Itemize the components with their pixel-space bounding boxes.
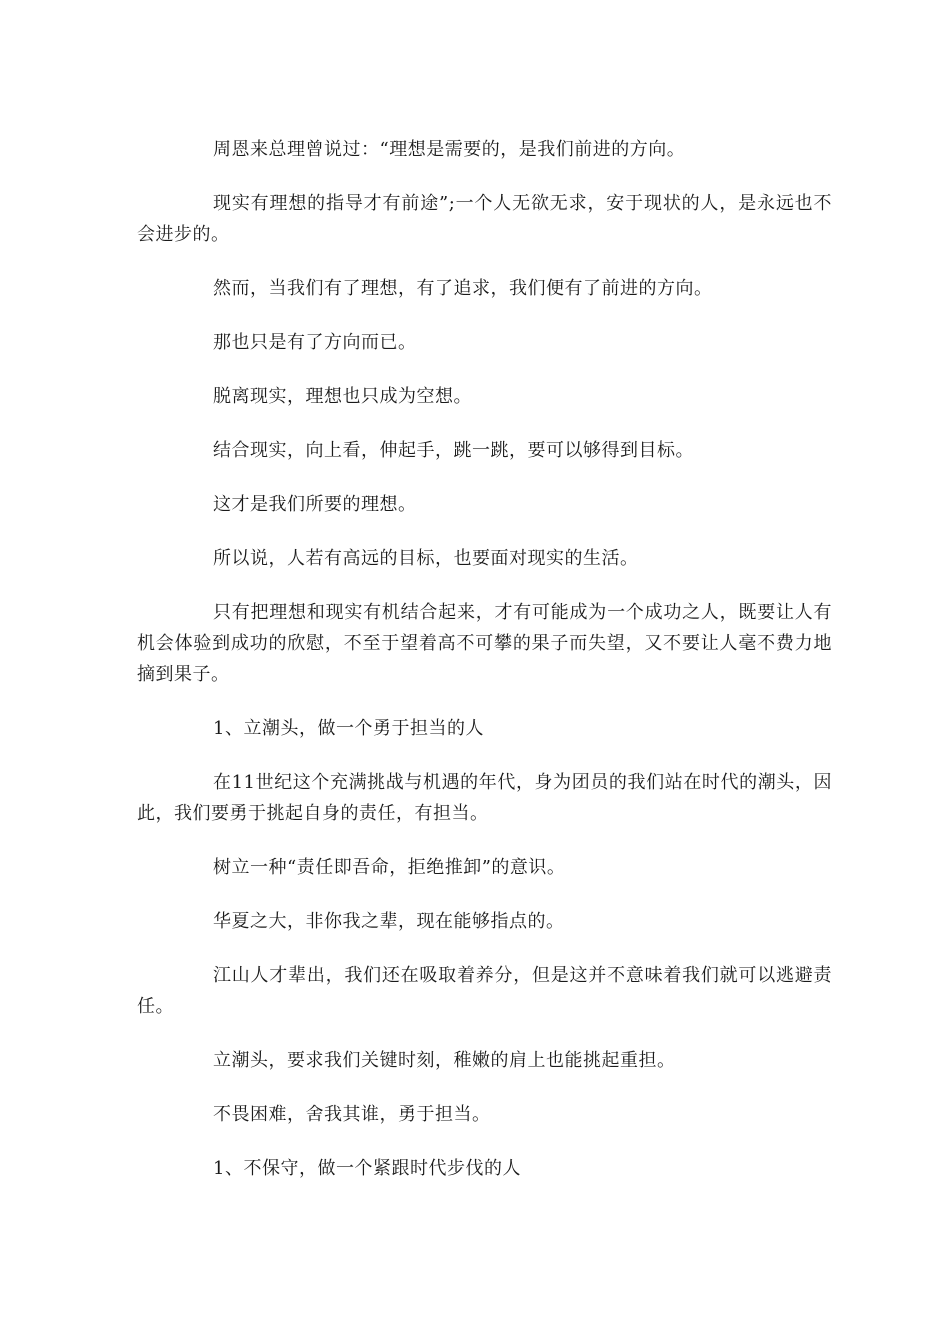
document-body [137,134,832,1207]
paragraph: 那也只是有了方向而已。 [213,332,417,353]
paragraph: 立潮头，要求我们关键时刻，稚嫩的肩上也能挑起重担。 [213,1050,676,1071]
paragraph: 江山人才辈出，我们还在吸取着养分，但是这并不意味着我们就可以逃避责任。 [137,965,832,1017]
paragraph: 在11世纪这个充满挑战与机遇的年代，身为团员的我们站在时代的潮头，因此，我们要勇于挑起自身的责任，有担当。 [137,772,832,824]
paragraph: 现实有理想的指导才有前途”;一个人无欲无求，安于现状的人，是永远也不会进步的。 [137,193,832,245]
paragraph: 所以说，人若有高远的目标，也要面对现实的生活。 [213,548,639,569]
paragraph: 华夏之大，非你我之辈，现在能够指点的。 [213,911,565,932]
section-heading: 1、不保守，做一个紧跟时代步伐的人 [213,1158,521,1179]
paragraph: 周恩来总理曾说过：“理想是需要的，是我们前进的方向。 [213,139,686,160]
paragraph: 然而，当我们有了理想，有了追求，我们便有了前进的方向。 [213,278,713,299]
paragraph: 只有把理想和现实有机结合起来，才有可能成为一个成功之人，既要让人有机会体验到成功的欣慰，不至于望着高不可攀的果子而失望，又不要让人毫不费力地摘到果子。 [137,602,832,685]
paragraph: 树立一种“责任即吾命，拒绝推卸”的意识。 [213,857,566,878]
paragraph: 这才是我们所要的理想。 [213,494,417,515]
section-heading: 1、立潮头，做一个勇于担当的人 [213,718,484,739]
paragraph: 不畏困难，舍我其谁，勇于担当。 [213,1104,491,1125]
paragraph: 结合现实，向上看，伸起手，跳一跳，要可以够得到目标。 [213,440,694,461]
paragraph: 脱离现实，理想也只成为空想。 [213,386,472,407]
